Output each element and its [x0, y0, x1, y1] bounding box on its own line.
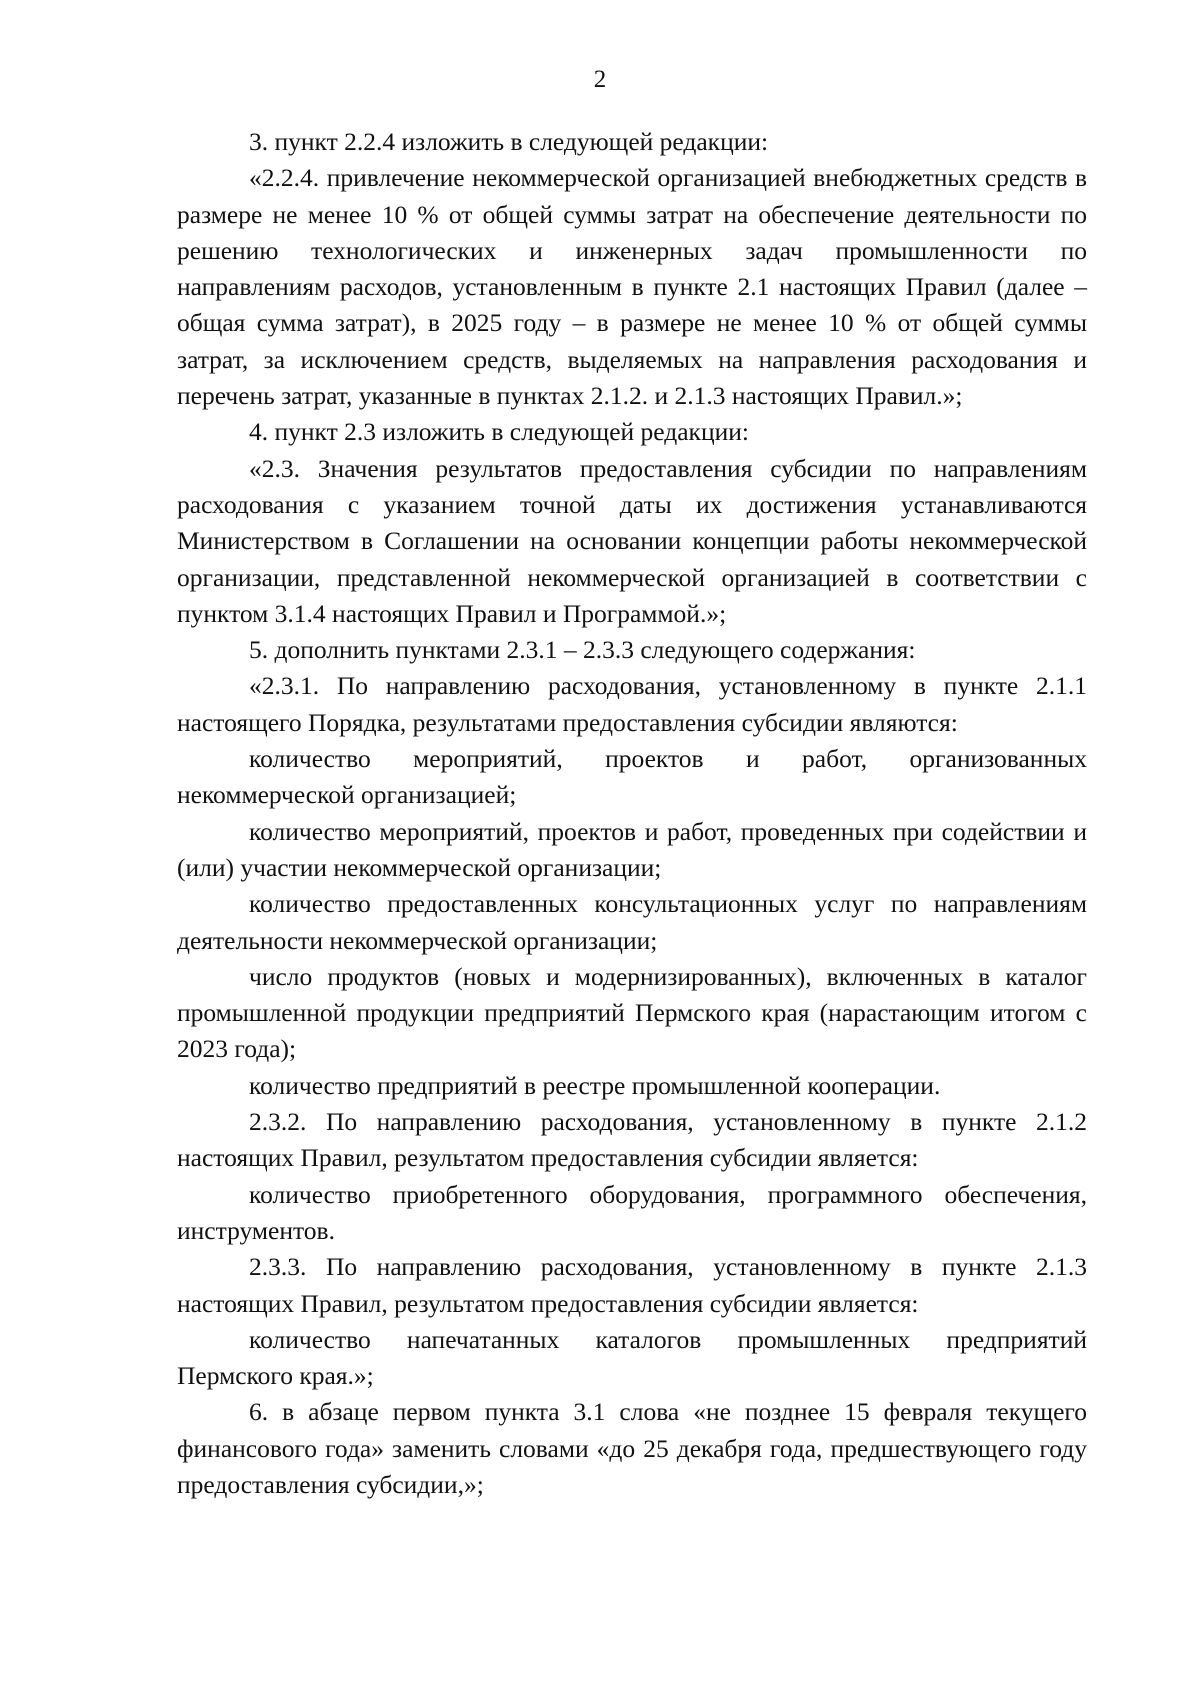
paragraph-item-6: 6. в абзаце первом пункта 3.1 слова «не позднее 15 февраля текущего финансового года» заменить словами «до 25 декабря года, предшествующего году предоставления субсидии,»;	[177, 1397, 1087, 1499]
paragraph-item-5: 5. дополнить пунктами 2.3.1 – 2.3.3 следующего содержания:	[249, 635, 916, 665]
paragraph-result-catalogs-printed: количество напечатанных каталогов промышленных предприятий Пермского края.»;	[177, 1324, 1087, 1391]
paragraph-quote-2-3: «2.3. Значения результатов предоставления субсидии по направлениям расходования с указанием точной даты их достижения устанавливаются Министерством в Соглашении на основании концепции работы некоммерческой организации, представленной некоммерческой организацией в соответствии с пунктом 3.1.4 настоящих Правил и Программой.»;	[177, 453, 1087, 628]
paragraph-quote-2-2-4: «2.2.4. привлечение некоммерческой организацией внебюджетных средств в размере не менее 10 % от общей суммы затрат на обеспечение деятельности по решению технологических и инженерных задач промышленности по направлениям расходов, установленным в пункте 2.1 настоящих Правил (далее – общая сумма затрат), в 2025 году – в размере не менее 10 % от общей суммы затрат, за исключением средств, выделяемых на направления расходования и перечень затрат, указанные в пунктах 2.1.2. и 2.1.3 настоящих Правил.»;	[177, 163, 1087, 411]
paragraph-result-consulting-services: количество предоставленных консультационных услуг по направлениям деятельности некоммерческой организации;	[177, 889, 1087, 955]
document-body	[177, 124, 1087, 1503]
paragraph-result-events-conducted: количество мероприятий, проектов и работ, проведенных при содействии и (или) участии некоммерческой организации;	[177, 816, 1087, 882]
paragraph-2-3-2: 2.3.2. По направлению расходования, установленному в пункте 2.1.2 настоящих Правил, результатом предоставления субсидии является:	[177, 1107, 1087, 1173]
paragraph-result-products-catalog: число продуктов (новых и модернизированных), включенных в каталог промышленной продукции предприятий Пермского края (нарастающим итогом с 2023 года);	[177, 961, 1087, 1064]
page-number: 2	[593, 66, 607, 93]
paragraph-result-events-organized: количество мероприятий, проектов и работ, организованных некоммерческой организацией;	[177, 744, 1087, 810]
paragraph-quote-2-3-1: «2.3.1. По направлению расходования, установленному в пункте 2.1.1 настоящего Порядка, результатами предоставления субсидии являются:	[177, 671, 1087, 737]
paragraph-item-4: 4. пункт 2.3 изложить в следующей редакции:	[249, 417, 749, 447]
paragraph-2-3-3: 2.3.3. По направлению расходования, установленному в пункте 2.1.3 настоящих Правил, результатом предоставления субсидии является:	[177, 1252, 1087, 1318]
paragraph-result-cooperation-registry: количество предприятий в реестре промышленной кооперации.	[249, 1070, 941, 1100]
paragraph-item-3: 3. пункт 2.2.4 изложить в следующей редакции:	[249, 127, 769, 156]
paragraph-result-equipment: количество приобретенного оборудования, программного обеспечения, инструментов.	[177, 1179, 1087, 1245]
